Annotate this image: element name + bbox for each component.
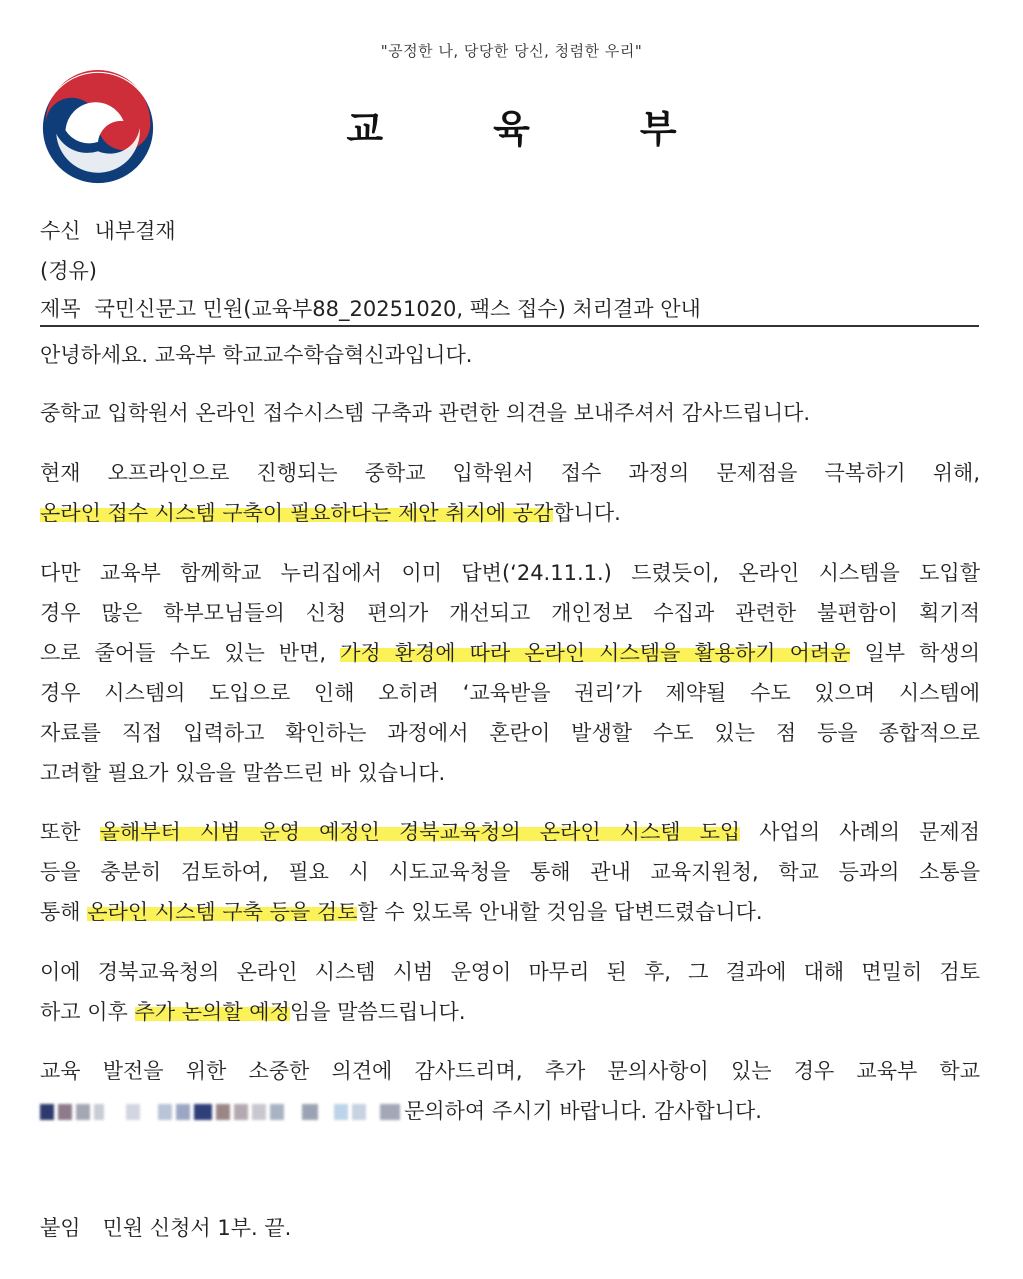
text-span: 하고 이후	[40, 1000, 128, 1024]
recipient-label: 수신	[40, 219, 81, 243]
ministry-char: 부	[639, 107, 677, 151]
greeting-text: 안녕하세요. 교육부 학교교수학습혁신과입니다.	[40, 343, 473, 367]
paragraph-line: 이에 경북교육청의 온라인 시스템 시범 운영이 마무리 된 후, 그 결과에 대해 면밀히 검토	[40, 960, 980, 984]
paragraph-line	[40, 892, 980, 932]
subject-value: 국민신문고 민원(교육부88_20251020, 팩스 접수) 처리결과 안내	[94, 297, 701, 321]
text-span: 으로 줄어들 수도 있는 반면,	[40, 641, 327, 665]
paragraph-5	[40, 1051, 980, 1131]
paragraph-line	[40, 812, 980, 852]
text-span: 임을 말씀드립니다.	[289, 1000, 466, 1024]
paragraph-line: 자료를 직접 입력하고 확인하는 과정에서 혼란이 발생할 수도 있는 점 등을 종합적으로	[40, 721, 980, 745]
text-span: 합니다.	[553, 501, 621, 525]
subject-line	[40, 293, 701, 323]
ministry-title	[0, 98, 1023, 153]
text-span: 통해	[40, 900, 81, 924]
paragraph-line	[40, 493, 980, 533]
paragraph-line: 다만 교육부 함께학교 누리집에서 이미 답변(‘24.11.1.) 드렸듯이, 온라인 시스템을 도입할	[40, 561, 980, 585]
attachment-label: 붙임	[40, 1216, 81, 1240]
thanks-text: 중학교 입학원서 온라인 접수시스템 구축과 관련한 의견을 보내주셔서 감사드립니다.	[40, 401, 811, 425]
highlighted-text: 온라인 시스템 구축 등을 검토	[87, 900, 358, 924]
paragraph-line: 경우 많은 학부모님들의 신청 편의가 개선되고 개인정보 수집과 관련한 불편함이 획기적	[40, 601, 980, 625]
paragraph-line: 등을 충분히 검토하여, 필요 시 시도교육청을 통해 관내 교육지원청, 학교 등과의 소통을	[40, 860, 980, 884]
paragraph-line	[40, 1091, 980, 1131]
paragraph-4	[40, 952, 980, 1032]
ministry-char: 교	[346, 107, 384, 151]
highlighted-text: 가정 환경에 따라 온라인 시스템을 활용하기 어려운	[340, 641, 851, 665]
recipient-line	[40, 215, 176, 245]
highlighted-text: 추가 논의할 예정	[134, 1000, 290, 1024]
highlighted-text: 온라인 접수 시스템 구축이 필요하다는 제안 취지에 공감	[40, 501, 554, 525]
paragraph-line	[40, 633, 980, 673]
paragraph-line: 경우 시스템의 도입으로 인해 오히려 ‘교육받을 권리’가 제약될 수도 있으며 시스템에	[40, 681, 980, 705]
paragraph-3	[40, 812, 980, 932]
attachment-line	[40, 1212, 291, 1242]
subject-label: 제목	[40, 297, 81, 321]
paragraph-2	[40, 553, 980, 793]
greeting-paragraph	[40, 335, 980, 375]
paragraph-line: 현재 오프라인으로 진행되는 중학교 입학원서 접수 과정의 문제점을 극복하기 위해,	[40, 461, 980, 485]
paragraph-line: 교육 발전을 위한 소중한 의견에 감사드리며, 추가 문의사항이 있는 경우 교육부 학교	[40, 1059, 980, 1083]
text-span: 또한	[40, 820, 81, 844]
paragraph-line	[40, 992, 980, 1032]
ministry-char: 육	[493, 107, 530, 151]
recipient-value: 내부결재	[94, 219, 176, 243]
paragraph-1	[40, 453, 980, 533]
attachment-value: 민원 신청서 1부. 끝.	[102, 1216, 292, 1240]
redacted-contact	[40, 1099, 404, 1123]
text-span: 할 수 있도록 안내할 것임을 답변드렸습니다.	[357, 900, 763, 924]
text-span: 문의하여 주시기 바랍니다. 감사합니다.	[404, 1099, 762, 1123]
thanks-paragraph	[40, 393, 980, 433]
highlighted-text: 올해부터 시범 운영 예정인 경북교육청의 온라인 시스템 도입	[99, 820, 741, 844]
header-divider	[40, 325, 979, 327]
paragraph-line: 고려할 필요가 있음을 말씀드린 바 있습니다.	[40, 761, 446, 785]
text-span: 사업의 사례의 문제점	[759, 820, 980, 844]
slogan: "공정한 나, 당당한 당신, 청렴한 우리"	[380, 42, 643, 60]
text-span: 일부 학생의	[864, 641, 980, 665]
via-line: (경유)	[40, 259, 97, 283]
